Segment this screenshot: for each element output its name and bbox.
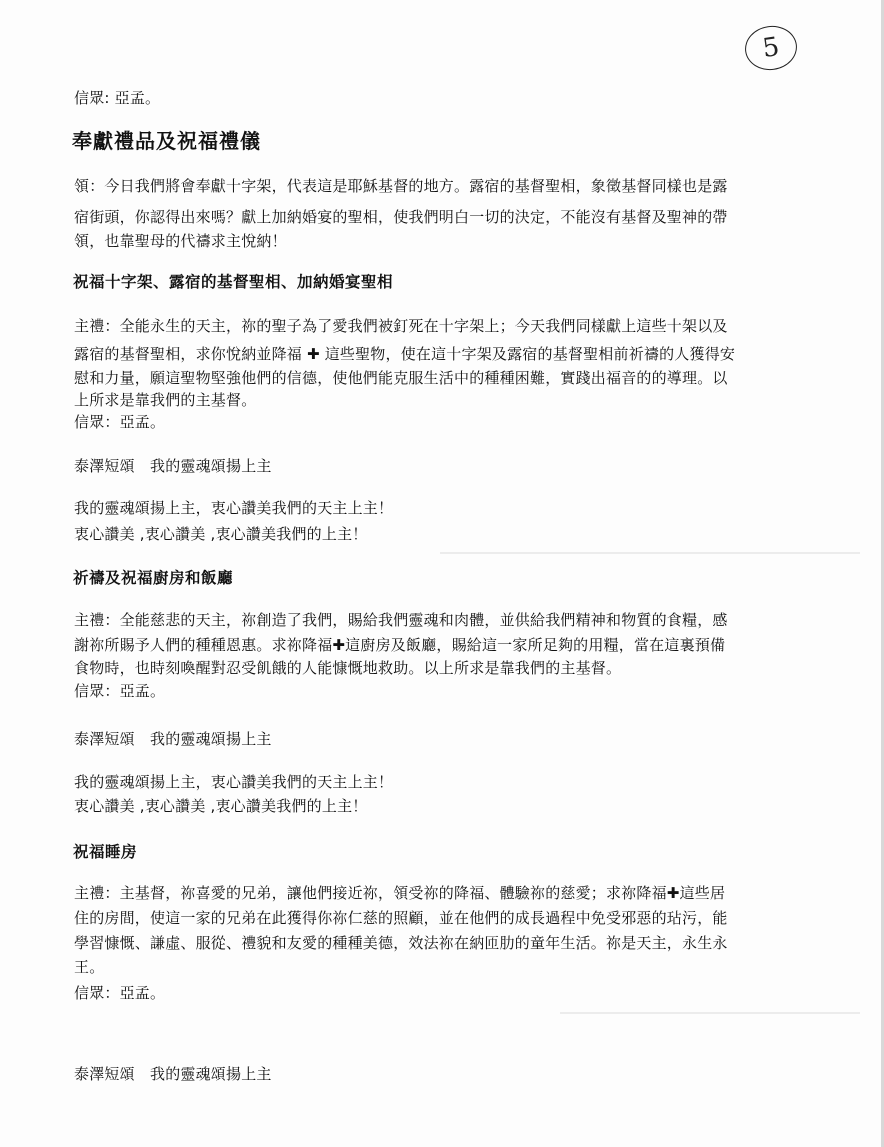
- prayer-line: 露宿的基督聖相，求你悅納並降福 ✚ 這些聖物，使在這十字架及露宿的基督聖相前祈禱的人獲得安: [74, 345, 736, 363]
- section-title-cross-blessing: 祝福十字架、露宿的基督聖相、加納婚宴聖相: [73, 273, 394, 291]
- prayer-line: 住的房間，使這一家的兄弟在此獲得你祢仁慈的照顧，並在他們的成長過程中免受邪惡的玷污，能: [74, 909, 728, 927]
- prayer-line: 主禮：全能慈悲的天主，祢創造了我們，賜給我們靈魂和肉體，並供給我們精神和物質的食糧，感: [74, 611, 728, 629]
- scan-smudge: [560, 1012, 860, 1014]
- hymn-line: 我的靈魂頌揚上主，衷心讚美我們的天主上主！: [74, 499, 394, 517]
- intro-line: 宿街頭，你認得出來嗎？獻上加納婚宴的聖相，使我們明白一切的決定，不能沒有基督及聖神的帶: [74, 208, 728, 226]
- intro-line: 領：今日我們將會奉獻十字架，代表這是耶穌基督的地方。露宿的基督聖相，象徵基督同樣也是露: [74, 177, 728, 195]
- congregation-response: 信眾：亞孟。: [74, 682, 166, 700]
- page-number: 5: [760, 31, 782, 65]
- intro-line: 領，也靠聖母的代禱求主悅納！: [74, 232, 287, 250]
- prayer-line: 學習慷慨、謙虛、服從、禮貌和友愛的種種美德，效法祢在納匝肋的童年生活。祢是天主，永生永: [74, 934, 728, 952]
- prayer-line: 食物時，也時刻喚醒對忍受飢餓的人能慷慨地救助。以上所求是靠我們的主基督。: [74, 659, 622, 677]
- section-title-kitchen-blessing: 祈禱及祝福廚房和飯廳: [73, 569, 234, 587]
- opening-response: 信眾: 亞孟。: [74, 89, 161, 107]
- congregation-response: 信眾：亞孟。: [74, 413, 166, 431]
- prayer-line: 上所求是靠我們的主基督。: [74, 391, 257, 409]
- hymn-line: 我的靈魂頌揚上主，衷心讚美我們的天主上主！: [74, 773, 394, 791]
- prayer-line: 主禮：全能永生的天主，祢的聖子為了愛我們被釘死在十字架上；今天我們同樣獻上這些十架以及: [74, 317, 728, 335]
- section-title-bedroom-blessing: 祝福睡房: [73, 843, 138, 861]
- hymn-line: 衷心讚美 ,衷心讚美 ,衷心讚美我們的上主！: [74, 525, 368, 543]
- prayer-line: 謝祢所賜予人們的種種恩惠。求祢降福✚這廚房及飯廳，賜給這一家所足夠的用糧，當在這裏預備: [74, 636, 726, 654]
- hymn-line: 衷心讚美 ,衷心讚美 ,衷心讚美我們的上主！: [74, 797, 368, 815]
- hymn-title: 泰澤短頌 我的靈魂頌揚上主: [74, 457, 272, 475]
- prayer-line: 王。: [74, 958, 105, 976]
- prayer-line: 主禮：主基督，祢喜愛的兄弟，讓他們接近祢，領受祢的降福、體驗祢的慈愛；求祢降福✚這些居: [74, 884, 726, 902]
- main-heading: 奉獻禮品及祝福禮儀: [72, 129, 261, 153]
- prayer-line: 慰和力量，願這聖物堅強他們的信德，使他們能克服生活中的種種困難，實踐出福音的的導理。以: [74, 369, 728, 387]
- scan-smudge: [440, 552, 860, 554]
- hymn-title: 泰澤短頌 我的靈魂頌揚上主: [74, 1065, 272, 1083]
- congregation-response: 信眾：亞孟。: [74, 984, 166, 1002]
- page-number-circle: [742, 23, 800, 74]
- hymn-title: 泰澤短頌 我的靈魂頌揚上主: [74, 730, 272, 748]
